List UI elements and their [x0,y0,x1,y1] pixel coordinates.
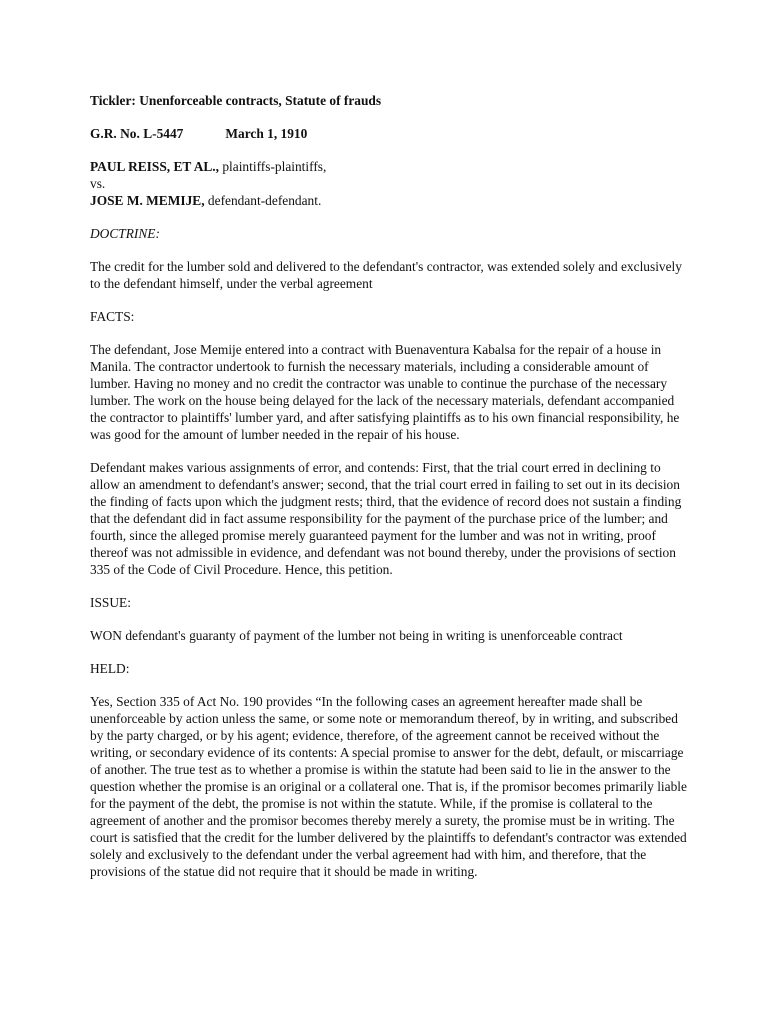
facts-paragraph-1: The defendant, Jose Memije entered into a contract with Buenaventura Kabalsa for the repair of a house in Manila. The contractor undertook to furnish the necessary materials, including a considerable amount of lumber. Having no money and no credit the contractor was unable to continue the purchase of the necessary lumber. The work on the house being delayed for the lack of the necessary materials, defendant accompanied the contractor to plaintiffs' lumber yard, and after satisfying plaintiffs as to his own financial responsibility, he was good for the amount of lumber needed in the repair of his house. [90,342,680,442]
case-parties [90,158,690,209]
facts-paragraph-2: Defendant makes various assignments of error, and contends: First, that the trial court erred in declining to allow an amendment to defendant's answer; second, that the trial court erred in failing to set out in its decision the finding of facts upon which the judgment rests; third, that the evidence of record does not sustain a finding that the defendant did in fact assume responsibility for the payment of the purchase price of the lumber; and fourth, since the alleged promise merely guaranteed payment for the lumber and was not in writing, proof thereof was not admissible in evidence, and defendant was not bound thereby, under the provisions of section 335 of the Code of Civil Procedure. Hence, this petition. [90,460,682,577]
plaintiff-role: plaintiffs-plaintiffs, [219,159,327,174]
facts-heading: FACTS: [90,309,135,324]
plaintiff-name: PAUL REISS, ET AL., [90,159,219,174]
held-heading: HELD: [90,661,130,676]
doctrine-heading: DOCTRINE: [90,226,160,241]
issue-heading: ISSUE: [90,595,131,610]
plaintiff-line [90,158,690,175]
defendant-line [90,192,690,209]
doctrine-text: The credit for the lumber sold and delivered to the defendant's contractor, was extended solely and exclusively to the defendant himself, under the verbal agreement [90,259,682,291]
case-number-line [90,125,690,142]
tickler-heading: Tickler: Unenforceable contracts, Statute of frauds [90,93,382,108]
defendant-role: defendant-defendant. [204,193,322,208]
case-number: G.R. No. L-5447 [90,126,184,141]
held-text: Yes, Section 335 of Act No. 190 provides “In the following cases an agreement hereafter made shall be unenforceable by action unless the same, or some note or memorandum thereof, by in writing, and subscribed by the party charged, or by his agent; evidence, therefore, of the agreement cannot be received without the writing, or secondary evidence of its contents: A special promise to answer for the debt, default, or miscarriage of another. The true test as to whether a promise is within the statute had been said to lie in the answer to the question whether the promise is an original or a collateral one. That is, if the promisor becomes primarily liable for the payment of the debt, the promise is not within the statute. While, if the promise is collateral to the agreement of another and the promisor becomes thereby merely a surety, the promise must be in writing. The court is satisfied that the credit for the lumber delivered by the plaintiffs to defendant's contractor was extended solely and exclusively to the defendant under the verbal agreement had with him, and therefore, that the provisions of the statue did not require that it should be made in writing. [90,694,687,879]
issue-text: WON defendant's guaranty of payment of the lumber not being in writing is unenforceable contract [90,628,623,643]
versus: vs. [90,176,106,191]
document-body [90,92,690,896]
defendant-name: JOSE M. MEMIJE, [90,193,205,208]
case-date: March 1, 1910 [225,126,308,141]
